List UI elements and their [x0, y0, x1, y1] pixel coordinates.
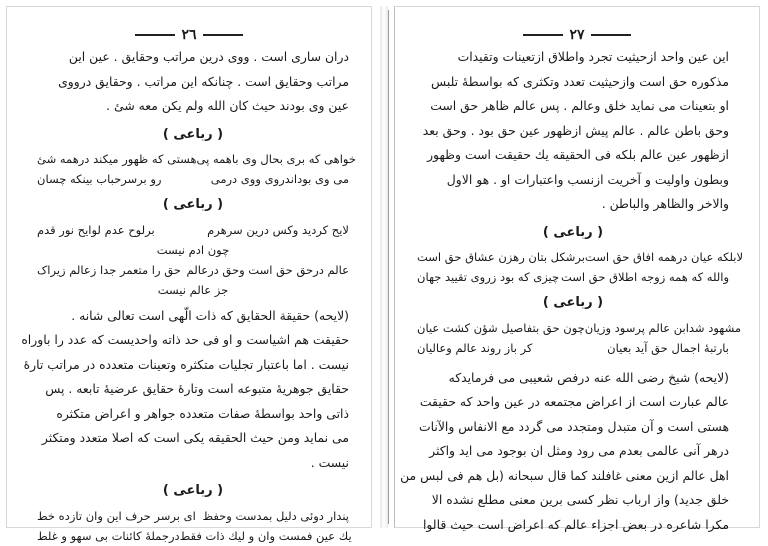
text-line: حقیقت هم اشیاست و او فی حد ذاته واحدیست که عدد را باوراه — [21, 332, 349, 347]
verse-row — [37, 506, 349, 526]
verse-hemistich: هستی که ظهور میکند درهمه شئ — [37, 152, 197, 166]
text-line: ذاتی واحد بواسطهٔ صفات متعدده جواهر و اعراض متکثره — [56, 405, 349, 421]
section-heading: ( رباعی ) — [162, 126, 224, 142]
verse-hemistich: مشهود شدابن عالم پرسود وزیان — [584, 320, 741, 335]
verse-hemistich: پندار دوئی دلیل بمدست وحفظ — [202, 508, 349, 523]
verse-hemistich: ای برسر حرف این وان تازده خط — [37, 508, 196, 523]
text-line: این عین واحد ازحیثیت تجرد واطلاق ازتعینات وتقیدات — [457, 49, 729, 64]
verse-hemistich: بارتبهٔ اجمال حق آید بعیان — [607, 340, 729, 355]
header-dash-left — [523, 34, 563, 36]
text-line: هستی است و آن متبدل ومتجدد می گردد مع الانفاس والآنات — [418, 418, 729, 434]
text-line: مذکوره حق است وازحیثیت تعدد وتکثری که بواسطهٔ تلبس — [431, 73, 729, 89]
section-heading: ( رباعی ) — [542, 295, 604, 310]
book-spine — [388, 10, 389, 524]
text-line: عالم عبارت است از اعراض مجتمعه در عین واحد که حقیقت — [419, 394, 729, 409]
header-dash-right — [203, 34, 243, 36]
text-line: حقایق جوهریهٔ متبوعه است وتارهٔ حقایق عرضیهٔ تابعه . پس — [45, 381, 349, 396]
text-line: مکرا شاعره در بعض اجزاء عالم که اعراض است حیث قالوا — [422, 516, 729, 532]
verse-hemistich: رو برسرحباب بینکه چسان — [37, 172, 162, 186]
text-line: نیست . اما باعتبار تجلیات متکثره وتعینات متعدده در مراتب تارهٔ — [23, 356, 349, 372]
verse-row — [37, 169, 349, 189]
verse-hemistich: لابلکه عیان درهمه افاق حق است — [584, 250, 744, 264]
book-gutter — [380, 6, 388, 528]
section-heading: ( رباعی ) — [162, 197, 224, 212]
text-line: درهر آنی عالمی بعدم می رود ومثل ان بوجود می اید واکثر — [429, 443, 729, 458]
text-line: او بتعینات می نماید خلق وعالم . پس عالم ظاهر حق است — [430, 98, 729, 113]
text-line: وبطون واولیت و آخریت ازنسب واعتبارات او . هو الاول — [446, 171, 729, 187]
section-heading: ( رباعی ) — [542, 224, 604, 240]
text-line: اهل عالم ازین معنی غافلند کما قال سبحانه (بل هم فی لبس من — [400, 467, 729, 483]
text-line: ازظهور عین عالم بلکه فی الحقیقه یك حقیقت است وظهور — [427, 147, 729, 162]
verse-hemistich: چون حق بتفاصیل شؤن کشت عیان — [417, 320, 585, 335]
left-page-number: ٢٦ — [181, 27, 197, 43]
right-page-body — [400, 45, 744, 537]
verse-hemistich: والله که همه زوجه اطلاق حق است — [560, 270, 729, 284]
verse-center: چون ادم نیست — [156, 242, 230, 257]
verse-hemistich: برشکل بتان رهزن عشاق حق است — [417, 250, 585, 264]
verse-hemistich: یك عین فمست وان و لیك ذات فقط — [179, 528, 352, 543]
header-dash-left — [135, 34, 175, 36]
text-line: (لایحه) شیخ رضی الله عنه درفص شعیبی می فرمایدکه — [448, 369, 729, 385]
verse-hemistich: برلوح عدم لوایح نور قدم — [37, 222, 155, 237]
text-line: والاخر والظاهر والباطن . — [601, 196, 729, 211]
verse-row — [417, 267, 729, 287]
verse-hemistich: خواهی که بری بحال وی باهمه پی — [196, 152, 356, 166]
verse-row — [417, 318, 741, 338]
text-line: خلق جدید) واز ارباب نظر کسی برین معنی مطلع نشده الا — [431, 492, 729, 507]
verse-hemistich: حق را متعمر جدا زعالم زیراک — [37, 262, 181, 277]
verse-row — [37, 526, 352, 546]
text-line: مراتب وحقایق است . چنانکه این مراتب . وحقایق درووی — [58, 73, 349, 89]
verse-row — [37, 260, 349, 280]
text-line: عین وی بودند حیث کان الله ولم یکن معه شئ . — [106, 98, 349, 113]
text-line: (لایحه) حقیقة الحقایق که ذات الّهی است تعالی شانه . — [71, 307, 349, 323]
text-line: وحق باطن عالم . عالم پیش ازظهور عین حق بود . وحق بعد — [422, 122, 729, 138]
verse-row — [37, 149, 356, 169]
verse-row — [417, 247, 744, 267]
right-page-number: ٢٧ — [569, 27, 585, 43]
left-page — [6, 6, 372, 543]
header-dash-right — [591, 34, 631, 36]
verse-hemistich: عالم درحق حق است وحق درعالم — [186, 262, 349, 277]
left-page-body — [21, 45, 356, 546]
right-page — [394, 6, 760, 532]
section-heading: ( رباعی ) — [162, 483, 224, 498]
text-line: نیست . — [310, 454, 349, 470]
verse-hemistich: کر باز روند عالم وعالیان — [417, 340, 533, 355]
right-page-header — [395, 27, 759, 43]
left-page-header — [7, 27, 371, 43]
text-line: دران ساری است . ووی درین مراتب وحقایق . عین این — [68, 49, 349, 64]
verse-row — [37, 220, 349, 240]
verse-hemistich: لایح کردید وکس درین سرهرم — [207, 222, 349, 237]
text-line: می نماید ومن حیث الحقیقه یکی است که اصلا متعدد ومتکثر — [41, 430, 349, 445]
verse-row — [417, 338, 729, 358]
verse-hemistich: می وی بوداندروی ووی درمی — [210, 172, 349, 186]
verse-hemistich: درجملهٔ کائنات بی سهو و غلط — [37, 528, 180, 543]
verse-hemistich: چیزی که بود زروی تقیید جهان — [417, 270, 560, 284]
verse-center: جز عالم نیست — [157, 282, 229, 297]
